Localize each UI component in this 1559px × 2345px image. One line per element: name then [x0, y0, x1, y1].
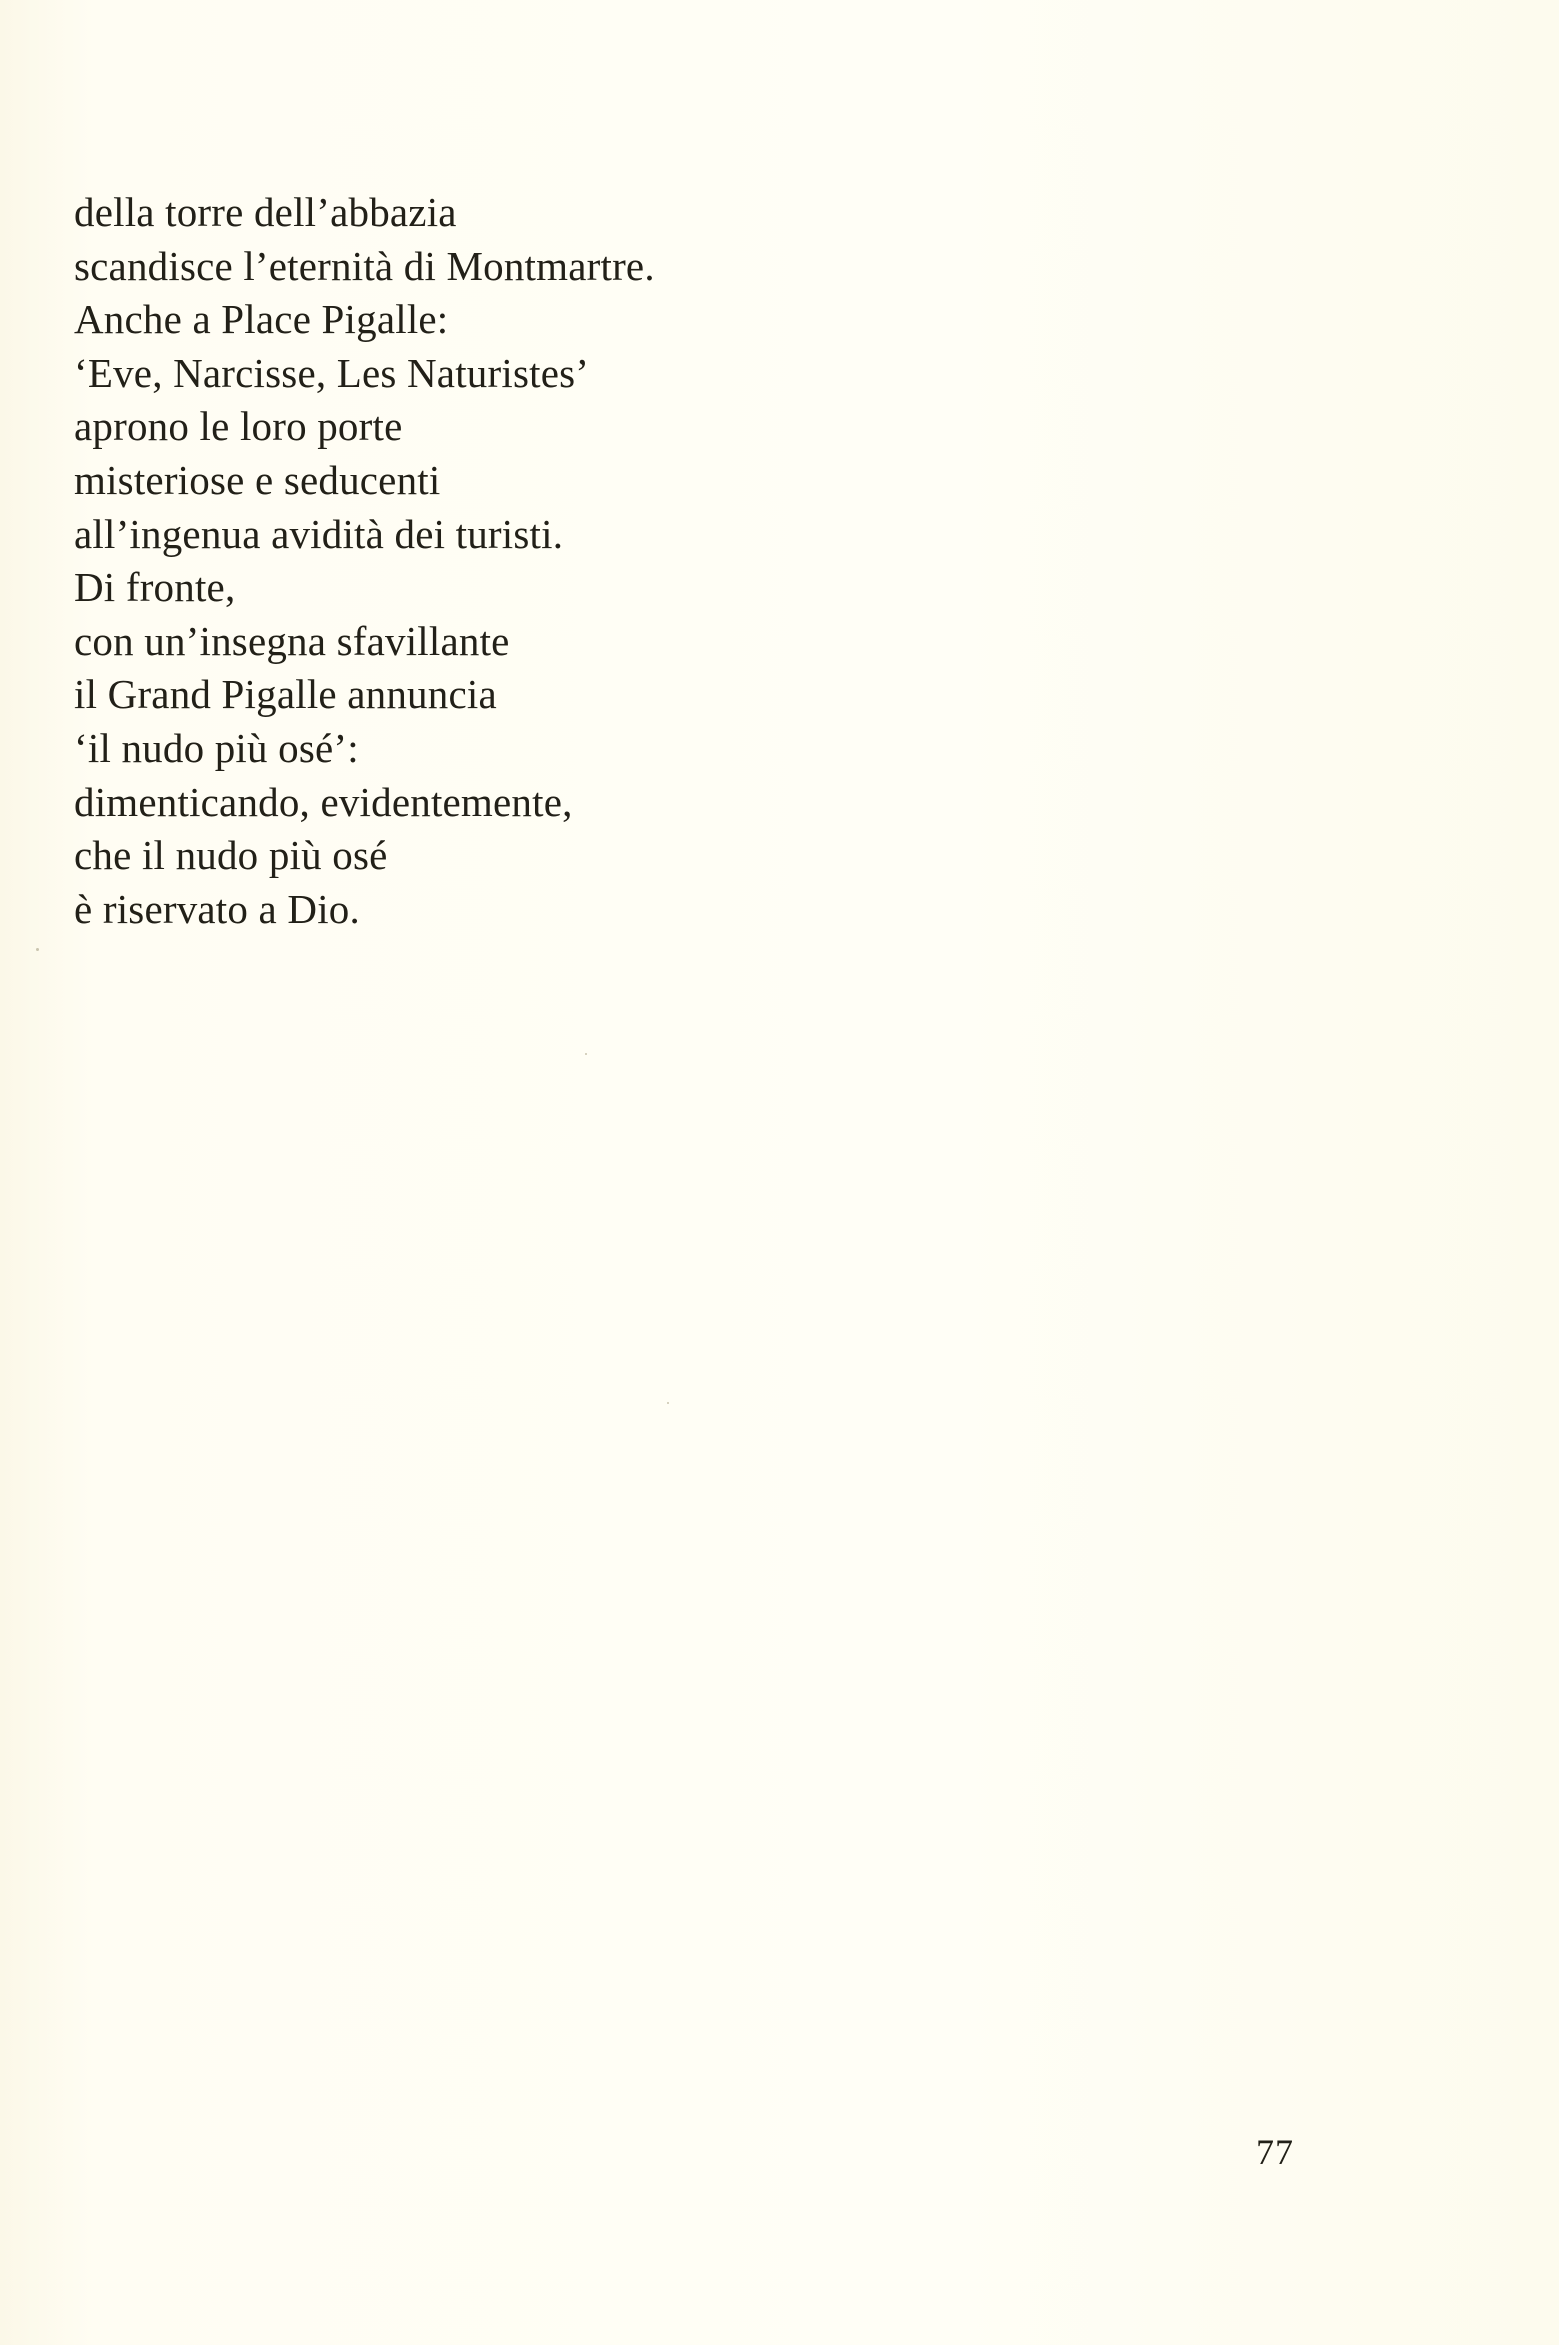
- poem-line: scandisce l’eternità di Montmartre.: [74, 242, 655, 289]
- poem-text: [74, 186, 655, 936]
- poem-line: Di fronte,: [74, 564, 236, 611]
- poem-line: con un’insegna sfavillante: [74, 617, 510, 664]
- poem-line: dimenticando, evidentemente,: [74, 778, 573, 825]
- poem-line: della torre dell’abbazia: [74, 189, 457, 235]
- paper-speck: [667, 1402, 669, 1404]
- poem-line: ‘il nudo più osé’:: [74, 724, 359, 771]
- poem-line: è riservato a Dio.: [74, 885, 360, 932]
- page-number: 77: [1256, 2132, 1294, 2172]
- poem-line: Anche a Place Pigalle:: [74, 296, 449, 343]
- poem-line: misteriose e seducenti: [74, 456, 441, 503]
- poem-line: all’ingenua avidità dei turisti.: [74, 510, 564, 557]
- poem-line: aprono le loro porte: [74, 403, 403, 450]
- paper-speck: [585, 1053, 587, 1055]
- poem-line: il Grand Pigalle annuncia: [74, 671, 497, 718]
- poem-line: che il nudo più osé: [74, 832, 388, 879]
- poem-line: ‘Eve, Narcisse, Les Naturistes’: [74, 349, 590, 396]
- paper-speck: [36, 948, 39, 951]
